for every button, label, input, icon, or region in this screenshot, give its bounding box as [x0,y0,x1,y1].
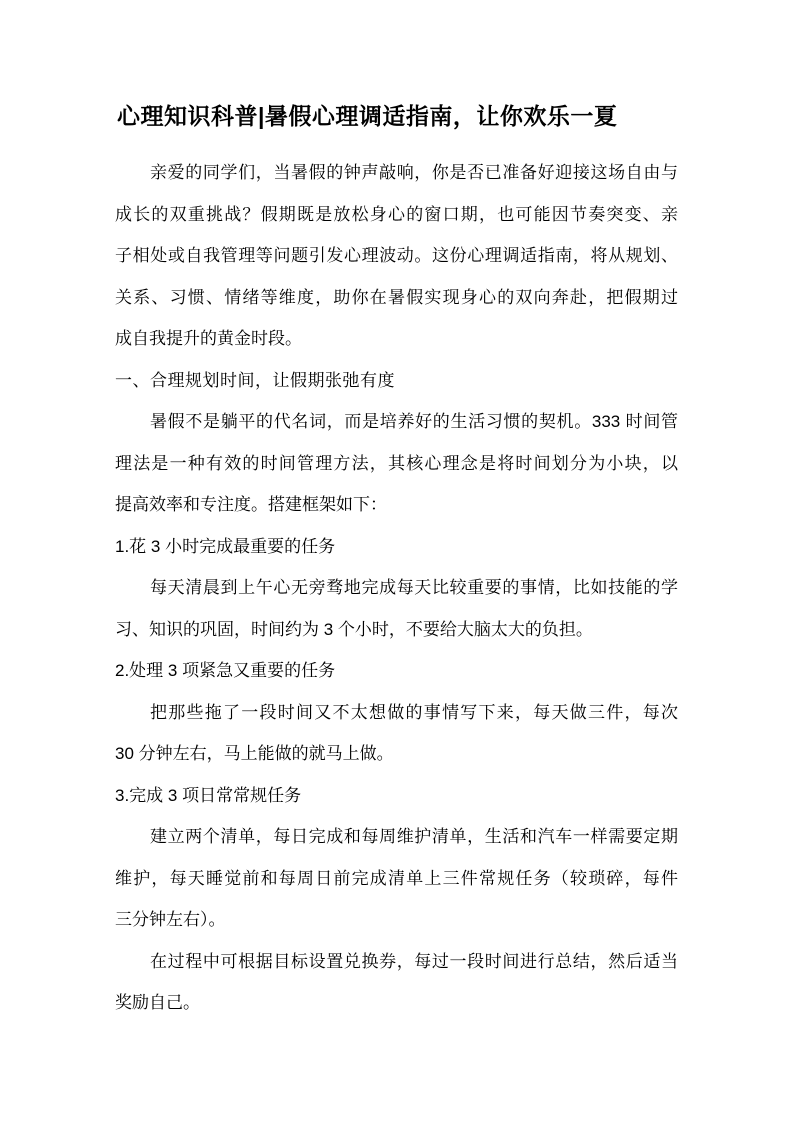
task-heading-2 [115,650,678,692]
paragraph-line: 暑假不是躺平的代名词，而是培养好的生活习惯的契机。333 时间管 [150,412,678,431]
intro-paragraph [115,152,678,360]
section-heading-1 [115,360,678,402]
numbered-heading: 3.完成 3 项日常常规任务 [115,785,302,805]
section-heading: 一、合理规划时间，让假期张弛有度 [115,370,395,390]
task-paragraph-2 [115,692,678,775]
paragraph-line: 维护，每天睡觉前和每周日前完成清单上三件常规任务（较琐碎，每件 [115,868,678,888]
paragraph-line: 亲爱的同学们，当暑假的钟声敲响，你是否已准备好迎接这场自由与 [150,163,678,182]
numbered-heading: 1.花 3 小时完成最重要的任务 [115,536,336,556]
time-management-paragraph [115,401,678,526]
task-paragraph-1 [115,567,678,650]
task-heading-3 [115,775,678,817]
paragraph-line: 每天清晨到上午心无旁骛地完成每天比较重要的事情，比如技能的学 [150,578,678,597]
paragraph-line: 理法是一种有效的时间管理方法，其核心理念是将时间划分为小块，以 [115,453,678,473]
paragraph-line: 成自我提升的黄金时段。 [115,329,302,348]
paragraph-line: 建立两个清单，每日完成和每周维护清单，生活和汽车一样需要定期 [150,827,678,846]
paragraph-line: 习、知识的巩固，时间约为 3 个小时，不要给大脑太大的负担。 [115,619,593,639]
paragraph-line: 在过程中可根据目标设置兑换券，每过一段时间进行总结，然后适当 [150,951,678,971]
paragraph-line: 三分钟左右）。 [115,910,226,929]
closing-paragraph [115,941,678,1024]
paragraph-line: 把那些拖了一段时间又不太想做的事情写下来，每天做三件，每次 [150,702,678,722]
paragraph-line: 提高效率和专注度。搭建框架如下： [115,495,387,514]
paragraph-line: 子相处或自我管理等问题引发心理波动。这份心理调适指南，将从规划、 [115,246,678,265]
paragraph-line: 关系、习惯、情绪等维度，助你在暑假实现身心的双向奔赴，把假期过 [115,287,678,307]
paragraph-line: 成长的双重挑战？假期既是放松身心的窗口期，也可能因节奏突变、亲 [115,204,678,224]
document-title: 心理知识科普|暑假心理调适指南，让你欢乐一夏 [117,103,618,129]
paragraph-line: 奖励自己。 [115,993,200,1012]
task-paragraph-3 [115,816,678,941]
paragraph-line: 30 分钟左右，马上能做的就马上做。 [115,744,394,763]
task-heading-1 [115,526,678,568]
numbered-heading: 2.处理 3 项紧急又重要的任务 [115,661,336,680]
